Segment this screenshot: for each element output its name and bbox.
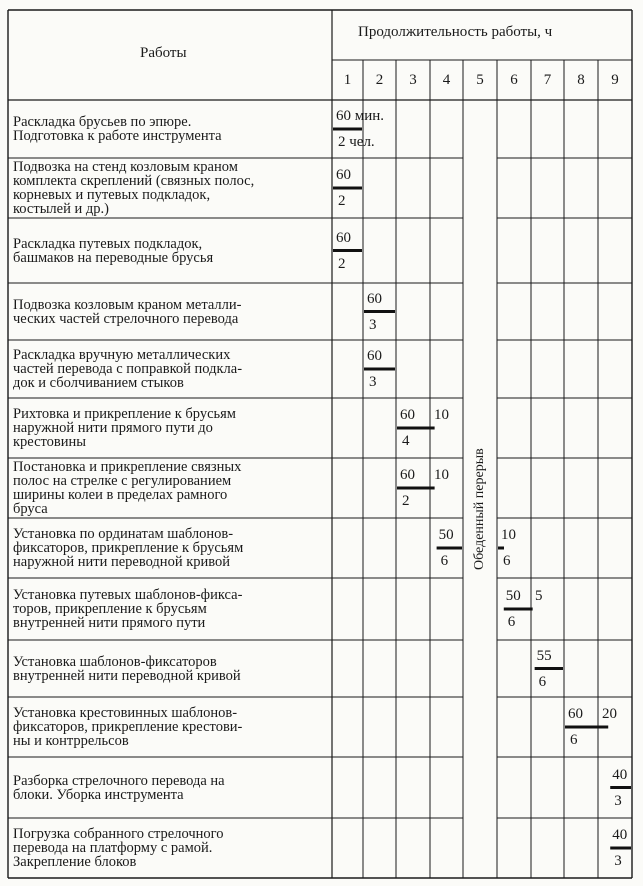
- duration-header: Продолжительность работы, ч: [358, 24, 553, 40]
- task-bar-row-13-1: [610, 847, 631, 850]
- task-workers-row-13-1: 3: [614, 853, 622, 869]
- work-title-row-9: Установка путевых шаблонов-фикса- торов, прикрепление к брусьям внутренней нити прямого пути: [13, 587, 243, 631]
- task-workers-row-10-1: 6: [538, 673, 547, 690]
- task-minutes-row-12-1: 40: [612, 766, 628, 783]
- task-minutes-row-8-2: 10: [501, 527, 516, 543]
- work-title-row-3: Раскладка путевых подкладок, башмаков на переводные брусья: [13, 235, 214, 266]
- task-bar-row-6-1: [397, 427, 435, 430]
- task-minutes-row-6-1: 60: [400, 407, 415, 423]
- work-title-row-4: Подвозка козловым краном металли- ческих частей стрелочного перевода: [13, 296, 242, 327]
- hour-number-9: 9: [611, 72, 619, 88]
- work-title-row-11: Установка крестовинных шаблонов- фиксаторов, прикрепление крестови- ны и контррельсов: [13, 705, 243, 749]
- work-title-row-13: Погрузка собранного стрелочного перевода на платформу с рамой. Закрепление блоков: [13, 826, 224, 870]
- task-bar-row-3-1: [333, 249, 362, 252]
- task-minutes-row-1-1: 60 мин.: [336, 108, 385, 124]
- work-title-row-2: Подвозка на стенд козловым краном комплекта скреплений (связных полос, корневых и путевых подкладок, костылей и др.): [13, 159, 255, 217]
- hour-number-8: 8: [577, 72, 585, 88]
- task-workers-row-6-1: 4: [402, 433, 410, 449]
- task-minutes-row-7-1: 60: [400, 467, 415, 483]
- work-title-row-7: Постановка и прикрепление связных полос на стрелке с регулированием ширины колеи в пределах рамного бруса: [13, 459, 242, 517]
- task-bar-row-1-1: [333, 128, 362, 131]
- task-workers-row-3-1: 2: [338, 255, 346, 272]
- hour-number-4: 4: [442, 72, 451, 88]
- task-workers-row-5-1: 3: [369, 374, 377, 390]
- task-minutes-row-2-1: 60: [336, 167, 351, 183]
- task-workers-row-1-1: 2 чел.: [338, 134, 375, 150]
- task-bar-row-5-1: [364, 368, 395, 371]
- task-minutes-row-3-1: 60: [336, 229, 351, 246]
- hour-number-7: 7: [543, 72, 552, 88]
- work-title-row-8: Установка по ординатам шаблонов- фиксаторов, прикрепление к брусьям наружной нити переводной кривой: [13, 526, 244, 570]
- hour-number-1: 1: [343, 72, 352, 88]
- task-minutes2-row-11: 20: [602, 706, 617, 722]
- task-workers-row-12-1: 3: [614, 792, 622, 809]
- work-title-row-12: Разборка стрелочного перевода на блоки. Уборка инструмента: [13, 772, 225, 803]
- task-bar-row-8-2: [498, 547, 504, 550]
- task-minutes-row-5-1: 60: [367, 348, 382, 364]
- task-minutes-row-9-1: 50: [505, 588, 521, 604]
- task-bar-row-9-1: [504, 608, 533, 611]
- task-workers-row-8-1: 6: [440, 553, 449, 569]
- work-title-row-10: Установка шаблонов-фиксаторов внутренней нити переводной кривой: [13, 653, 241, 684]
- task-bar-row-4-1: [364, 310, 395, 313]
- task-workers-row-4-1: 3: [369, 316, 377, 333]
- lunch-break-label: Обеденный перерыв: [472, 448, 487, 570]
- task-bar-row-2-1: [333, 187, 362, 190]
- task-workers-row-9-1: 6: [507, 614, 516, 630]
- task-workers-row-2-1: 2: [338, 193, 346, 209]
- works-header: Работы: [140, 45, 187, 61]
- hour-number-3: 3: [409, 72, 417, 88]
- task-bar-row-8-1: [437, 547, 462, 550]
- task-minutes2-row-9: 5: [535, 588, 543, 604]
- hour-number-2: 2: [375, 72, 384, 88]
- task-minutes-row-11-1: 60: [568, 706, 583, 722]
- task-bar-row-10-1: [535, 667, 563, 670]
- task-bar-row-12-1: [610, 786, 631, 789]
- task-minutes2-row-7: 10: [434, 467, 449, 483]
- work-title-row-6: Рихтовка и прикрепление к брусьям наружной нити прямого пути до крестовины: [13, 406, 236, 450]
- hour-number-6: 6: [510, 72, 518, 88]
- task-minutes-row-13-1: 40: [612, 827, 628, 843]
- task-workers-row-8-2: 6: [503, 553, 511, 569]
- hour-number-5: 5: [476, 72, 484, 88]
- task-minutes-row-10-1: 55: [536, 647, 552, 664]
- task-bar-row-11-1: [565, 726, 608, 729]
- task-minutes-row-4-1: 60: [367, 290, 382, 307]
- task-workers-row-11-1: 6: [570, 732, 578, 748]
- task-bar-row-7-1: [397, 487, 435, 490]
- work-title-row-5: Раскладка вручную металлических частей перевода с поправкой подкла- док и сболчиванием стыков: [13, 347, 243, 391]
- task-workers-row-7-1: 2: [402, 493, 410, 509]
- task-minutes-row-8-1: 50: [438, 527, 454, 543]
- work-title-row-1: Раскладка брусьев по эпюре. Подготовка к работе инструмента: [13, 114, 222, 144]
- task-minutes2-row-6: 10: [434, 407, 449, 423]
